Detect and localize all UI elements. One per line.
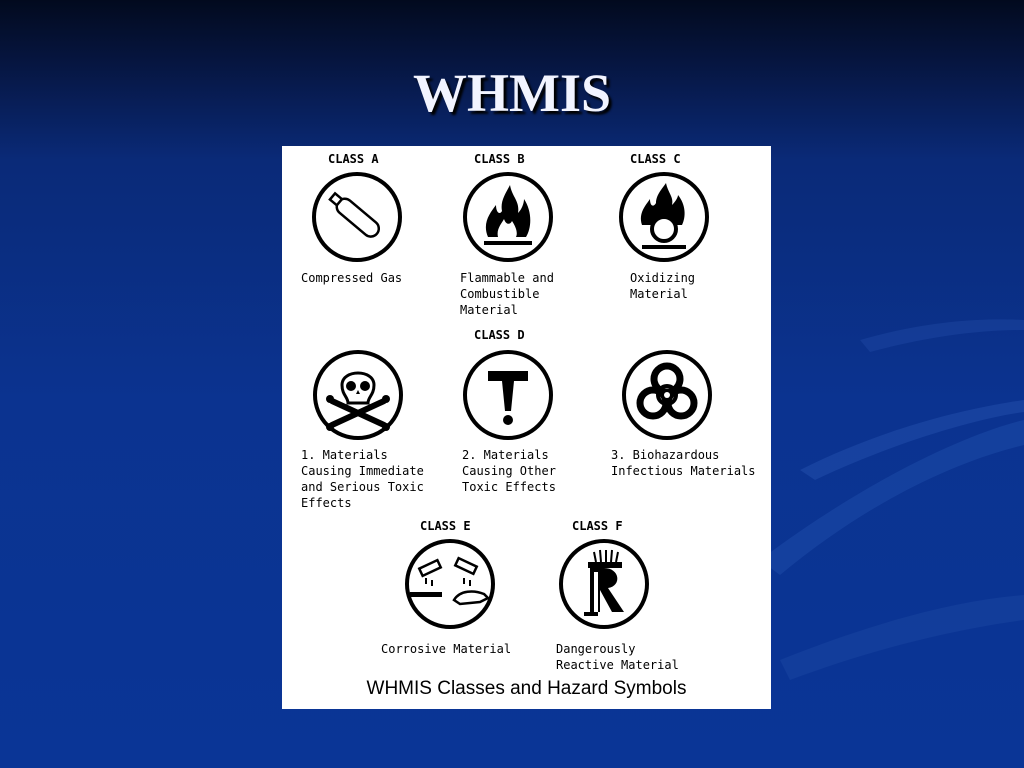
class-c-description: Oxidizing Material [630,271,696,301]
class-d-label: CLASS D [474,328,525,342]
class-f-label: CLASS F [572,519,623,533]
skull-and-crossbones-icon [312,349,404,441]
class-e-label: CLASS E [420,519,471,533]
flame-icon [462,171,554,263]
class-b-label: CLASS B [474,152,525,166]
class-d1-description: 1. Materials Causing Immediate and Serious Toxic Effects [301,448,424,510]
class-b-description: Flammable and Combustible Material [460,271,554,317]
class-d2-description: 2. Materials Causing Other Toxic Effects [462,448,556,494]
slide-title: WHMIS [412,63,612,123]
class-a-description: Compressed Gas [301,271,403,285]
reactive-material-icon [558,538,650,630]
class-c-label: CLASS C [630,152,681,166]
class-e-description: Corrosive Material [381,642,512,656]
flame-over-circle-icon [618,171,710,263]
class-f-description: Dangerously Reactive Material [556,642,679,672]
class-d3-description: 3. Biohazardous Infectious Materials [611,448,756,478]
corrosive-icon [404,538,496,630]
whmis-symbols-panel [282,146,771,709]
class-a-label: CLASS A [328,152,379,166]
biohazard-icon [621,349,713,441]
panel-caption: WHMIS Classes and Hazard Symbols [366,678,687,699]
exclamation-t-icon [462,349,554,441]
compressed-gas-cylinder-icon [311,171,403,263]
